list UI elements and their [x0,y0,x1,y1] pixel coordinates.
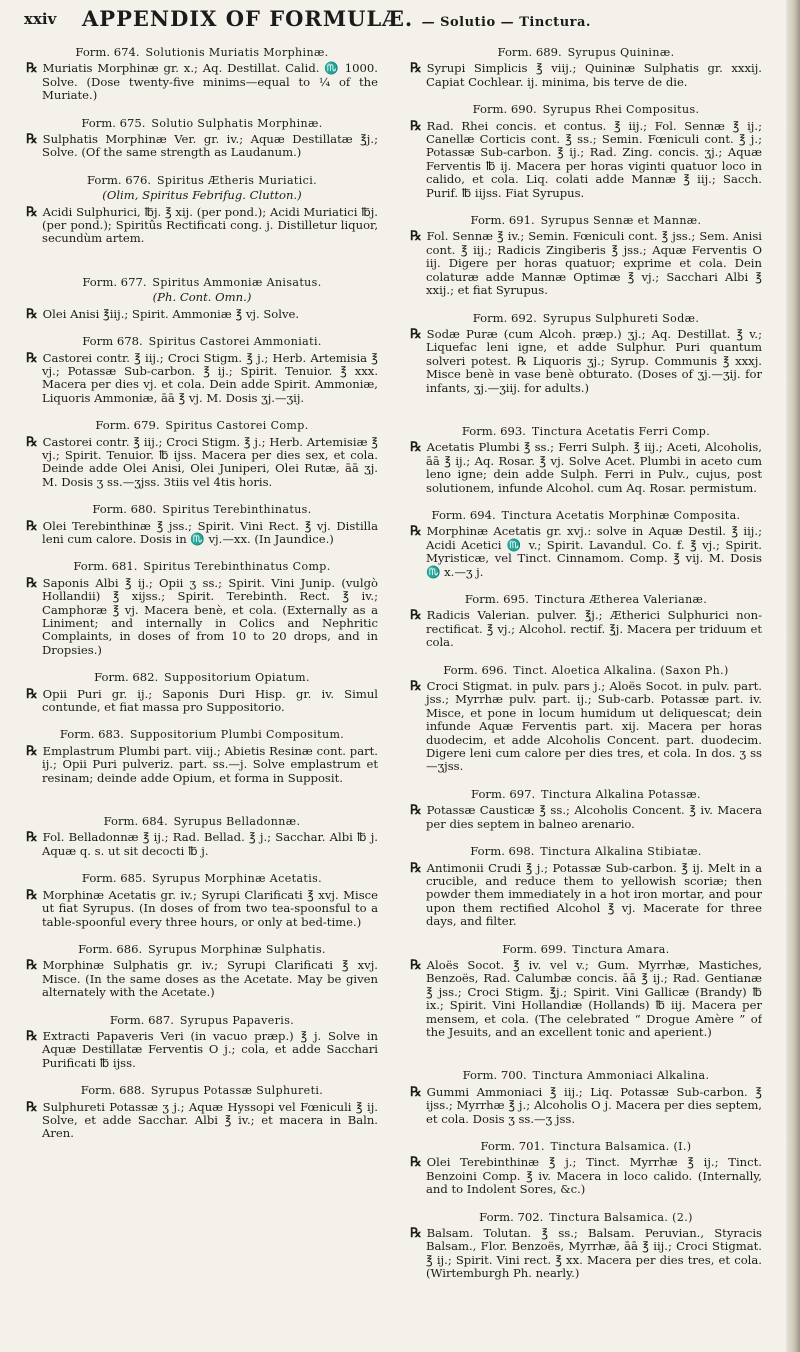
formula-text [410,62,762,89]
formula-text [410,525,762,579]
formula-heading [410,509,762,522]
formula-heading [410,214,762,227]
formula-title: Tinctura Acetatis Morphinæ Composita. [501,508,741,522]
formula-number: Form. 682. [94,670,159,685]
formula-block [410,1211,762,1281]
formula-heading [26,46,378,59]
formula-block [410,214,762,297]
formula-heading [26,174,378,187]
formula-text [26,889,378,929]
formula-title: Tinctura Amara. [572,942,670,956]
formula-block [410,312,762,395]
formula-heading [26,276,378,289]
formula-title: Syrupus Papaveris. [179,1013,295,1027]
formula-block [26,728,378,785]
formula-text [410,230,762,297]
recipe-symbol-icon: ℞ [26,204,38,220]
formula-block [410,845,762,928]
formula-number: Form. 696. [443,662,508,677]
formula-title: Suppositorium Opiatum. [164,671,310,685]
formula-block [410,1069,762,1126]
formula-title: Tinctura Acetatis Ferri Comp. [531,424,711,438]
recipe-symbol-icon: ℞ [26,686,38,702]
formula-heading [410,593,762,606]
formula-block [26,174,378,246]
left-column [26,46,378,1342]
formula-text-content: Fol. Sennæ ℥ iv.; Semin. Fœniculi cont. ℥ jss.; Sem. Anisi cont. ℥ iij.; Radicis Zingiberis ℥ jss.; Aquæ Ferventis O iij. Digere per horas quatuor; exprime et cola. Dein colaturæ adde Mannæ Optimæ ℥ vj.; Sacchari Albi ℥ xxij.; et fiat Syrupus. [426,229,762,298]
formula-block [26,872,378,929]
recipe-symbol-icon: ℞ [410,803,422,819]
recipe-symbol-icon: ℞ [410,440,422,456]
recipe-symbol-icon: ℞ [26,518,38,534]
formula-title: Spiritus Terebinthinatus. [162,503,312,517]
formula-text [26,133,378,160]
formula-text-content: Saponis Albi ℥ ij.; Opii ʒ ss.; Spirit. Vini Junip. (vulgò Hollandii) ℥ xijss.; Spirit. Terebinth. Rect. ℥ iv.; Camphoræ ℥ vj. Macera benè, et cola. (Externally as a Liniment; and internally in Colics and Nephritic Complaints, in doses of from 10 to 20 drops, and in Dropsies.) [42,575,378,657]
formula-heading [410,788,762,801]
recipe-symbol-icon: ℞ [26,887,38,903]
recipe-symbol-icon: ℞ [410,1155,422,1171]
formula-heading [410,425,762,438]
formula-title: Spiritus Castorei Comp. [165,419,309,433]
formula-title: Tinctura Ætherea Valerianæ. [534,593,708,606]
formula-number: Form. 679. [95,418,160,433]
recipe-symbol-icon: ℞ [410,957,422,973]
formula-text-content: Aloës Socot. ℥ iv. vel v.; Gum. Myrrhæ, Mastiches, Benzoës, Rad. Calumbæ concis. āā ℥ ij.; Rad. Gentianæ ℥ jss.; Croci Stigm. ℥j.; Spirit. Vini Gallicæ (Brandy) ℔ ix.; Spirit. Vini Hollandiæ (Hollands) ℔ iij. Macera per mensem, et cola. (The celebrated “ Drogue Amère ” of the Jesuits, and an excellent tonic and aperient.) [426,957,762,1039]
formula-text-content: Morphinæ Sulphatis gr. iv.; Syrupi Clarificati ℥ xvj. Misce. (In the same doses as the Acetate. May be given alternately with the Acetate.) [42,958,378,1000]
recipe-symbol-icon: ℞ [26,350,38,366]
formula-title: Syrupus Rhei Compositus. [542,103,700,117]
formula-title: Syrupus Morphinæ Sulphatis. [148,942,326,956]
formula-text [26,959,378,999]
formula-title: Spiritus Castorei Ammoniati. [148,335,322,349]
formula-title: Syrupus Morphinæ Acetatis. [151,872,323,886]
formula-number: Form. 692. [472,310,537,325]
formula-block [410,509,762,579]
formula-synonym: (Ph. Cont. Omn.) [152,290,252,305]
formula-text-content: Sulphureti Potassæ ʒ j.; Aquæ Hyssopi vel Fœniculi ℥ ij. Solve, et adde Sacchar. Albi ℥ iv.; et macera in Baln. Aren. [42,1099,378,1141]
formula-text-content: Muriatis Morphinæ gr. x.; Aq. Destillat. Calid. ♏ 1000. Solve. (Dose twenty-five minims—equal to ¼ of the Muriate.) [42,61,378,103]
formula-title: Solutio Sulphatis Morphinæ. [151,116,323,130]
formula-block [26,117,378,160]
formula-heading [26,117,378,130]
formula-heading [410,1140,762,1153]
formula-heading [410,46,762,59]
formula-text-content: Potassæ Causticæ ℥ ss.; Alcoholis Concent. ℥ iv. Macera per dies septem in balneo arenario. [426,803,762,831]
formula-number: Form. 701. [480,1139,545,1153]
formula-heading [410,103,762,116]
formula-text-content: Balsam. Tolutan. ℥ ss.; Balsam. Peruvian., Styracis Balsam., Flor. Benzoës, Myrrhæ, āā ℥ iij.; Croci Stigmat. ℥ ij.; Spirit. Vini rect. ℥ xx. Macera per dies tres, et cola. (Wirtemburgh Ph. nearly.) [426,1226,762,1281]
formula-number: Form. 694. [431,507,496,522]
formula-text [26,577,378,657]
formula-block [26,560,378,657]
formula-block [410,1140,762,1197]
formula-heading [26,503,378,516]
formula-text [26,831,378,858]
formula-number: Form. 688. [80,1083,145,1098]
formula-heading [26,419,378,432]
formula-block [410,46,762,89]
formula-number: Form. 699. [502,941,567,956]
formula-title: Tinctura Ammoniaci Alkalina. [532,1069,710,1083]
running-title-main: APPENDIX OF FORMULÆ. [82,6,414,31]
page-edge [786,0,800,1352]
formula-block [26,503,378,546]
formula-text-content: Morphinæ Acetatis gr. iv.; Syrupi Clarificati ℥ xvj. Misce ut fiat Syrupus. (In doses of from two tea-spoonsful to a table-spoonful every three hours, or only at bed-time.) [42,887,378,929]
formula-number: Form. 698. [470,844,535,859]
formula-text [410,441,762,495]
recipe-symbol-icon: ℞ [410,118,422,134]
formula-number: Form. 674. [75,46,140,59]
formula-number: Form 678. [82,334,143,349]
formula-number: Form. 687. [109,1012,174,1027]
formula-number: Form. 689. [497,46,562,59]
formula-text-content: Rad. Rhei concis. et contus. ℥ iij.; Fol. Sennæ ℥ ij.; Canellæ Corticis cont. ℥ ss.; Semin. Fœniculi cont. ℥ j.; Potassæ Sub-carbon. ℥ ij.; Rad. Zing. concis. ʒj.; Aquæ Ferventis ℔ ij. Macera per horas viginti quatuor loco in calido, et cola. Liq. colati adde Mannæ ℥ iij.; Sacch. Purif. ℔ iijss. Fiat Syrupus. [426,118,762,200]
formula-title: Spiritus Terebinthinatus Comp. [143,560,331,574]
formula-block [26,1084,378,1141]
formula-number: Form. 693. [461,423,526,438]
formula-text [410,862,762,929]
formula-title: Syrupus Sulphureti Sodæ. [542,311,700,325]
formula-text-content: Acetatis Plumbi ℥ ss.; Ferri Sulph. ℥ iij.; Aceti, Alcoholis, āā ℥ ij.; Aq. Rosar. ℥ vj. Solve Acet. Plumbi in aceto cum leno igne; dein adde Sulph. Ferri in Pulv., cujus, post solutionem, infunde Alcohol. cum Aq. Rosar. permistum. [426,440,762,495]
page-number: xxiv [24,10,57,28]
formula-heading [26,815,378,828]
formula-block [410,425,762,495]
recipe-symbol-icon: ℞ [410,860,422,876]
formula-text-content: Sulphatis Morphinæ Ver. gr. iv.; Aquæ Destillatæ ℥j.; Solve. (Of the same strength as Laudanum.) [42,132,378,160]
formula-block [26,276,378,321]
formula-number: Form. 685. [81,871,147,886]
formula-heading [26,728,378,741]
formula-block [26,1014,378,1071]
formula-number: Form. 681. [73,559,138,574]
formula-block [26,671,378,714]
formula-text [410,609,762,649]
formula-number: Form. 677. [82,274,147,289]
recipe-symbol-icon: ℞ [26,743,38,759]
formula-text-content: Opii Puri gr. ij.; Saponis Duri Hisp. gr. iv. Simul contunde, et fiat massa pro Suppositorio. [42,686,378,715]
formula-heading [410,312,762,325]
formula-text [26,1030,378,1070]
recipe-symbol-icon: ℞ [26,830,38,846]
formula-synonym: (Olim, Spiritus Febrifug. Clutton.) [102,188,302,203]
formula-title: Tinctura Alkalina Stibiatæ. [540,845,702,859]
formula-text [410,1156,762,1196]
formula-heading [26,560,378,573]
formula-text [26,308,378,321]
formula-text [410,959,762,1039]
formula-number: Form. 690. [472,102,537,117]
formula-heading [26,671,378,684]
formula-number: Form. 691. [470,213,535,228]
formula-number: Form. 675. [81,115,146,130]
recipe-symbol-icon: ℞ [26,575,38,591]
formula-text [26,688,378,715]
recipe-symbol-icon: ℞ [410,1084,422,1100]
formula-block [410,103,762,200]
formula-heading [410,1069,762,1082]
formula-text [26,62,378,102]
running-title [82,6,591,31]
formula-text-content: Syrupi Simplicis ℥ viij.; Quininæ Sulphatis gr. xxxij. Capiat Cochlear. ij. minima, bis terve de die. [426,61,762,89]
formula-title: Syrupus Sennæ et Mannæ. [540,214,702,228]
recipe-symbol-icon: ℞ [26,306,38,322]
right-column [410,46,762,1342]
formula-text-content: Fol. Belladonnæ ℥ ij.; Rad. Bellad. ℥ j.; Sacchar. Albi ℔ j. Aquæ q. s. ut sit decocti ℔ j. [42,830,378,858]
formula-text-content: Castorei contr. ℥ iij.; Croci Stigm. ℥ j.; Herb. Artemisia ℥ vj.; Potassæ Sub-carbon. ℥ ij.; Spirit. Tenuior. ℥ xxx. Macera per dies vj. et cola. Dein adde Spirit. Ammoniæ, Liquoris Ammoniæ, āā ℥ vj. M. Dosis ʒj.—ʒij. [42,350,378,405]
formula-title: Tinctura Balsamica. (I.) [550,1140,692,1153]
formula-heading [26,943,378,956]
formula-title: Syrupus Quininæ. [567,46,675,59]
formula-text [26,1101,378,1141]
formula-text [410,804,762,831]
recipe-symbol-icon: ℞ [410,679,422,695]
formula-text [410,1227,762,1281]
formula-text-content: Extracti Papaveris Veri (in vacuo præp.) ℥ j. Solve in Aquæ Destillatæ Ferventis O j.; cola, et adde Sacchari Purificati ℔ ijss. [42,1028,378,1070]
formula-title: Spiritus Ætheris Muriatici. [156,173,318,187]
formula-text [26,352,378,406]
recipe-symbol-icon: ℞ [410,1226,422,1242]
formula-number: Form. 676. [86,172,152,187]
formula-heading [26,1014,378,1027]
formula-text [26,745,378,785]
page-header [24,6,774,32]
formula-text-content: Morphinæ Acetatis gr. xvj.: solve in Aquæ Destil. ℥ iij.; Acidi Acetici ♏ v.; Spirit. Lavandul. Co. f. ℥ vj.; Spirit. Myristicæ, vel Tinct. Cinnamom. Comp. ℥ vij. M. Dosis ♏ x.—ʒ j. [426,524,762,579]
formula-heading [26,1084,378,1097]
recipe-symbol-icon: ℞ [26,958,38,974]
recipe-symbol-icon: ℞ [410,524,422,540]
formula-text-content: Acidi Sulphurici, ℔j. ℥ xij. (per pond.); Acidi Muriatici ℔j. (per pond.); Spiritûs Rectificati cong. j. Distilletur liquor, secundùm artem. [42,204,378,246]
formula-block [26,815,378,858]
formula-text-content: Olei Terebinthinæ ℥ j.; Tinct. Myrrhæ ℥ ij.; Tinct. Benzoini Comp. ℥ iv. Macera in loco calido. (Internally, and to Indolent Sores, &c.) [426,1155,762,1197]
recipe-symbol-icon: ℞ [26,434,38,450]
formula-text [410,680,762,774]
recipe-symbol-icon: ℞ [410,229,422,245]
formula-number: Form. 680. [92,502,157,517]
formula-title: Tinct. Aloetica Alkalina. (Saxon Ph.) [513,663,729,677]
formula-text [410,328,762,395]
formula-number: Form. 686. [78,941,143,956]
formula-number: Form. 702. [479,1209,544,1224]
recipe-symbol-icon: ℞ [26,61,38,77]
formula-number: Form. 683. [59,727,124,742]
formula-number: Form. 697. [471,786,536,801]
formula-text-content: Emplastrum Plumbi part. viij.; Abietis Resinæ cont. part. ij.; Opii Puri pulveriz. part. ss.—j. Solve emplastrum et resinam; deinde adde Opium, et forma in Supposit. [42,743,378,785]
formula-title: Tinctura Balsamica. (2.) [549,1210,693,1224]
formula-heading [410,664,762,677]
running-title-sub: — Solutio — Tinctura. [421,15,591,30]
recipe-symbol-icon: ℞ [26,1099,38,1115]
formula-text-content: Olei Terebinthinæ ℥ jss.; Spirit. Vini Rect. ℥ vj. Distilla leni cum calore. Dosis in ♏ vj.—xx. (In Jaundice.) [42,518,378,546]
formula-text-content: Castorei contr. ℥ iij.; Croci Stigm. ℥ j.; Herb. Artemisiæ ℥ vj.; Spirit. Tenuior. ℔ ijss. Macera per dies sex, et cola. Deinde adde Olei Anisi, Olei Juniperi, Olei Rutæ, āā ʒj. M. Dosis ʒ ss.—ʒjss. 3tiis vel 4tis horis. [42,434,378,489]
formula-block [410,788,762,831]
formula-title: Syrupus Belladonnæ. [173,815,301,829]
formula-heading [410,1211,762,1224]
formula-block [410,943,762,1040]
formula-text [26,520,378,547]
formula-heading [410,845,762,858]
formula-text-content: Radicis Valerian. pulver. ℥j.; Ætherici Sulphurici non-rectificat. ℥ vj.; Alcohol. rectif. ℥j. Macera per triduum et cola. [426,608,762,650]
formula-text [410,1086,762,1126]
formula-text-content: Sodæ Puræ (cum Alcoh. præp.) ʒj.; Aq. Destillat. ℥ v.; Liquefac leni igne, et adde Sulphur. Puri quantum solveri potest. ℞ Liquoris ʒj.; Syrup. Communis ℥ xxxj. Misce benè in vase benè obturato. (Doses of ʒj.—ʒij. for infants, ʒj.—ʒiij. for adults.) [426,326,762,395]
formula-block [26,419,378,489]
formula-text-content: Gummi Ammoniaci ℥ iij.; Liq. Potassæ Sub-carbon. ℥ ijss.; Myrrhæ ℥ j.; Alcoholis O j. Macera per dies septem, et cola. Dosis ʒ ss.—ʒ jss. [426,1084,762,1126]
recipe-symbol-icon: ℞ [410,61,422,77]
formula-title: Tinctura Alkalina Potassæ. [541,787,701,801]
formula-heading [26,872,378,885]
recipe-symbol-icon: ℞ [26,1028,38,1044]
formula-title: Suppositorium Plumbi Compositum. [129,728,345,742]
formula-block [26,335,378,405]
formula-number: Form. 684. [103,814,168,829]
formula-heading [26,335,378,348]
formula-text [410,120,762,200]
formula-number: Form. 695. [464,592,529,606]
formula-number: Form. 700. [462,1068,527,1083]
formula-title: Solutionis Muriatis Morphinæ. [145,46,329,59]
formula-title: Syrupus Potassæ Sulphureti. [150,1084,324,1098]
formula-text-content: Olei Anisi ℥iij.; Spirit. Ammoniæ ℥ vj. Solve. [42,306,300,321]
recipe-symbol-icon: ℞ [410,608,422,624]
formula-block [26,943,378,1000]
formula-text-content: Croci Stigmat. in pulv. pars j.; Aloës Socot. in pulv. part. jss.; Myrrhæ pulv. part. ij.; Sub-carb. Potassæ part. iv. Misce, et pone in locum humidum ut deliquescat; dein infunde Aquæ Ferventis part. xij. Macera per horas duodecim, et adde Alcoholis Concent. part. duodecim. Digere leni cum calore per dies tres, et cola. In dos. ʒ ss—ʒjss. [426,679,762,774]
formula-text-content: Antimonii Crudi ℥ j.; Potassæ Sub-carbon. ℥ ij. Melt in a crucible, and reduce them to yellowish scoriæ; then powder them immediately in a hot iron mortar, and pour upon them rectified Alcohol ℥ vj. Macerate for three days, and filter. [426,860,762,929]
formula-heading [410,943,762,956]
formula-block [410,593,762,650]
formula-title: Spiritus Ammoniæ Anisatus. [152,275,322,289]
recipe-symbol-icon: ℞ [26,132,38,148]
recipe-symbol-icon: ℞ [410,326,422,342]
formula-block [26,46,378,103]
formula-text [26,436,378,490]
formula-text [26,206,378,246]
formula-block [410,664,762,774]
